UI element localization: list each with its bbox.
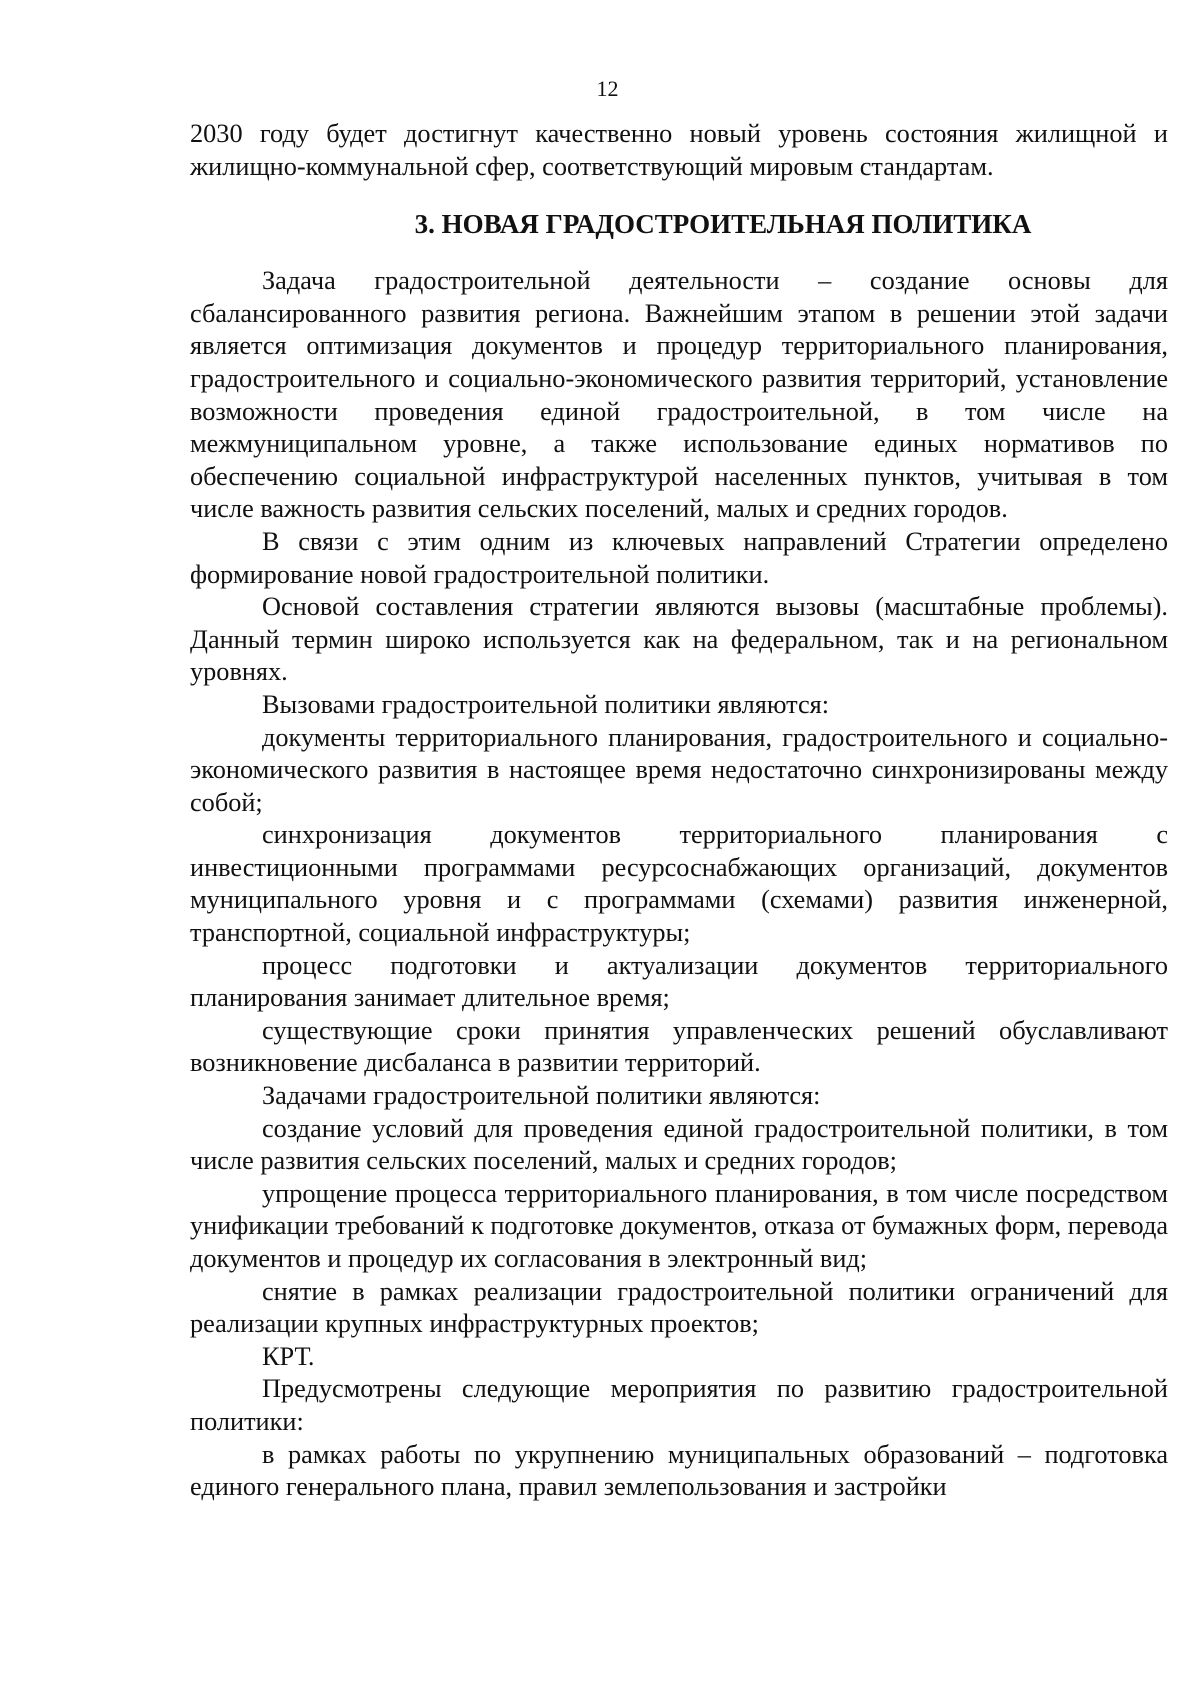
paragraph-continuation: 2030 году будет достигнут качественно новый уровень состояния жилищной и жилищно-коммунальной сфер, соответствующий мировым стандартам. <box>190 119 1168 181</box>
task-item: упрощение процесса территориального планирования, в том числе посредством унификации требований к подготовке документов, отказа от бумажных форм, перевода документов и процедур их согласования в электронный вид; <box>190 1178 1168 1273</box>
challenge-item: существующие сроки принятия управленческих решений обуславливают возникновение дисбаланса в развитии территорий. <box>190 1015 1168 1078</box>
paragraph-tasks-intro: Задачами градостроительной политики являются: <box>262 1081 821 1111</box>
page-number: 12 <box>596 76 619 101</box>
document-body <box>190 118 1168 1504</box>
paragraph-challenges-basis: Основой составления стратегии являются вызовы (масштабные проблемы). Данный термин широко используется как на федеральном, так и на региональном уровнях. <box>190 592 1168 687</box>
challenge-item: процесс подготовки и актуализации документов территориального планирования занимает длительное время; <box>190 950 1168 1013</box>
challenge-item: документы территориального планирования, градостроительного и социально-экономического развития в настоящее время недостаточно синхронизированы между собой; <box>190 722 1168 817</box>
task-item: снятие в рамках реализации градостроительной политики ограничений для реализации крупных инфраструктурных проектов; <box>190 1276 1168 1339</box>
measure-item: в рамках работы по укрупнению муниципальных образований – подготовка единого генерального плана, правил землепользования и застройки <box>190 1439 1168 1502</box>
challenge-item: синхронизация документов территориального планирования с инвестиционными программами ресурсоснабжающих организаций, документов муниципального уровня и с программами (схемами) развития инженерной, транспортной, социальной инфраструктуры; <box>190 820 1168 948</box>
paragraph-strategy-direction: В связи с этим одним из ключевых направлений Стратегии определено формирование новой градостроительной политики. <box>190 526 1168 589</box>
paragraph-task: Задача градостроительной деятельности – создание основы для сбалансированного развития региона. Важнейшим этапом в решении этой задачи является оптимизация документов и процедур территориального планирования, градостроительного и социально-экономического развития территорий, установление возможности проведения единой градостроительной, в том числе на межмуниципальном уровне, а также использование единых нормативов по обеспечению социальной инфраструктурой населенных пунктов, учитывая в том числе важность развития сельских поселений, малых и средних городов. <box>190 266 1168 524</box>
paragraph-challenges-intro: Вызовами градостроительной политики являются: <box>262 689 830 719</box>
task-item: КРТ. <box>262 1341 315 1371</box>
section-heading: 3. НОВАЯ ГРАДОСТРОИТЕЛЬНАЯ ПОЛИТИКА <box>414 209 1032 240</box>
paragraph-measures-intro: Предусмотрены следующие мероприятия по развитию градостроительной политики: <box>190 1374 1168 1436</box>
task-item: создание условий для проведения единой градостроительной политики, в том числе развития сельских поселений, малых и средних городов; <box>190 1113 1168 1176</box>
